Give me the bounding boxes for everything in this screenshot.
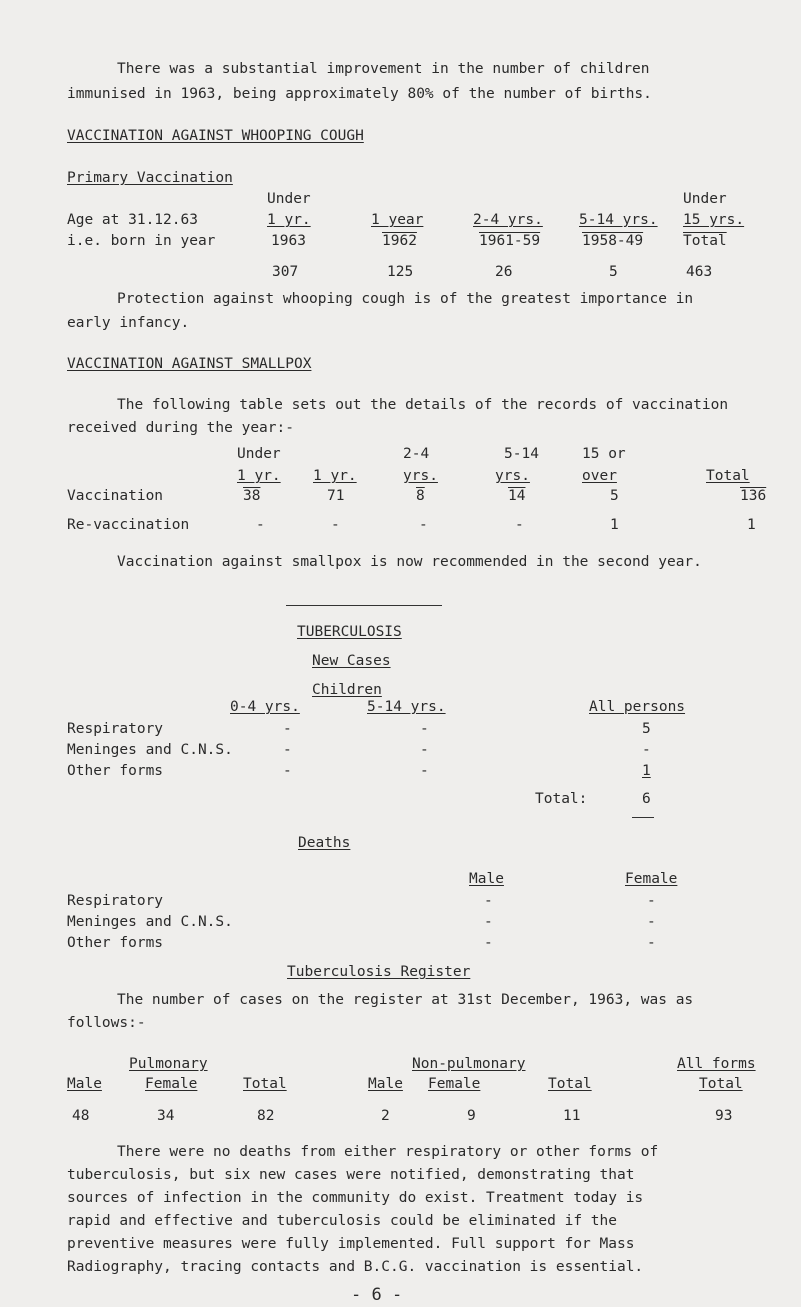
new-cases-row-2-c: -: [642, 742, 651, 758]
total-rule: [632, 817, 654, 818]
deaths-row-2-label: Meninges and C.N.S.: [67, 914, 233, 930]
deaths-col-male: Male: [469, 871, 504, 887]
deaths-row-1-male: -: [484, 893, 493, 909]
register-para-2: follows:-: [67, 1015, 146, 1031]
new-cases-row-3-c: 1: [642, 763, 651, 779]
whooping-col-4-value: 5: [609, 264, 618, 280]
intro-line-2: immunised in 1963, being approximately 80% of the number of births.: [67, 86, 652, 102]
whooping-subheading: Primary Vaccination: [67, 170, 233, 186]
smallpox-row-1-col-6: 136: [740, 488, 767, 504]
whooping-col-3-year: 1961-59: [479, 233, 541, 249]
whooping-col-2-year: 1962: [382, 233, 417, 249]
whooping-note-2: early infancy.: [67, 315, 190, 331]
whooping-col-2-mid: 1 year: [371, 212, 424, 228]
deaths-row-3-female: -: [647, 935, 656, 951]
deaths-heading: Deaths: [298, 835, 351, 851]
smallpox-row-1-col-2: 71: [327, 488, 345, 504]
smallpox-col-2-bottom: 1 yr.: [313, 468, 357, 484]
new-cases-row-1-label: Respiratory: [67, 721, 164, 737]
smallpox-row-1-col-4: 14: [508, 488, 526, 504]
smallpox-row-1-col-1: 38: [243, 488, 261, 504]
new-cases-total-label: Total:: [535, 791, 588, 807]
smallpox-row-1-col-3: 8: [416, 488, 425, 504]
whooping-col-3-value: 26: [495, 264, 513, 280]
smallpox-row-1-label: Vaccination: [67, 488, 164, 504]
register-value-female: 34: [157, 1108, 175, 1124]
deaths-row-3-male: -: [484, 935, 493, 951]
register-value-all-total: 93: [715, 1108, 733, 1124]
deaths-row-2-male: -: [484, 914, 493, 930]
smallpox-row-2-col-6: 1: [747, 517, 756, 533]
closing-line-5: preventive measures were fully implemented. Full support for Mass: [67, 1236, 635, 1252]
smallpox-row-2-col-2: -: [331, 517, 340, 533]
deaths-col-female: Female: [625, 871, 678, 887]
col-all-persons: All persons: [589, 699, 686, 715]
group-all-forms: All forms: [677, 1056, 756, 1072]
smallpox-row-2-col-4: -: [515, 517, 524, 533]
smallpox-col-6-bottom: Total: [706, 468, 750, 484]
register-head-female: Female: [145, 1076, 198, 1092]
whooping-heading: VACCINATION AGAINST WHOOPING COUGH: [67, 128, 364, 144]
deaths-row-1-female: -: [647, 893, 656, 909]
smallpox-para-2: received during the year:-: [67, 420, 294, 436]
col-5-14-yrs: 5-14 yrs.: [367, 699, 446, 715]
smallpox-col-3-top: 2-4: [403, 446, 430, 462]
group-pulmonary: Pulmonary: [129, 1056, 208, 1072]
whooping-col-1-value: 307: [272, 264, 299, 280]
closing-line-2: tuberculosis, but six new cases were notified, demonstrating that: [67, 1167, 635, 1183]
whooping-col-5-top: Under: [683, 191, 727, 207]
smallpox-col-1-bottom: 1 yr.: [237, 468, 281, 484]
deaths-row-2-female: -: [647, 914, 656, 930]
new-cases-heading: New Cases: [312, 653, 391, 669]
tuberculosis-heading: TUBERCULOSIS: [297, 624, 402, 640]
whooping-row-label-2: i.e. born in year: [67, 233, 216, 249]
register-heading: Tuberculosis Register: [287, 964, 471, 980]
new-cases-row-2-a: -: [283, 742, 292, 758]
smallpox-heading: VACCINATION AGAINST SMALLPOX: [67, 356, 312, 372]
smallpox-col-4-top: 5-14: [504, 446, 539, 462]
closing-line-1: There were no deaths from either respiratory or other forms of: [117, 1144, 659, 1160]
smallpox-row-2-label: Re-vaccination: [67, 517, 190, 533]
divider-rule: [286, 605, 442, 606]
smallpox-col-5-top: 15 or: [582, 446, 626, 462]
new-cases-row-3-a: -: [283, 763, 292, 779]
whooping-col-4-year: 1958-49: [582, 233, 644, 249]
register-head-np-female: Female: [428, 1076, 481, 1092]
register-head-np-total: Total: [548, 1076, 592, 1092]
new-cases-row-1-b: -: [420, 721, 429, 737]
new-cases-row-1-a: -: [283, 721, 292, 737]
closing-line-6: Radiography, tracing contacts and B.C.G. vaccination is essential.: [67, 1259, 644, 1275]
whooping-note-1: Protection against whooping cough is of the greatest importance in: [117, 291, 694, 307]
register-value-np-male: 2: [381, 1108, 390, 1124]
deaths-row-1-label: Respiratory: [67, 893, 164, 909]
register-head-male: Male: [67, 1076, 102, 1092]
smallpox-row-2-col-1: -: [256, 517, 265, 533]
whooping-col-1-year: 1963: [271, 233, 306, 249]
smallpox-col-5-bottom: over: [582, 468, 617, 484]
intro-line-1: There was a substantial improvement in the number of children: [117, 61, 650, 77]
register-value-total: 82: [257, 1108, 275, 1124]
whooping-col-4-mid: 5-14 yrs.: [579, 212, 658, 228]
page-number: - 6 -: [351, 1285, 403, 1305]
smallpox-para-1: The following table sets out the details of the records of vaccination: [117, 397, 729, 413]
new-cases-row-2-b: -: [420, 742, 429, 758]
smallpox-row-1-col-5: 5: [610, 488, 619, 504]
smallpox-row-2-col-5: 1: [610, 517, 619, 533]
whooping-col-5-year: Total: [683, 233, 727, 249]
smallpox-note: Vaccination against smallpox is now recommended in the second year.: [117, 554, 702, 570]
whooping-col-5-value: 463: [686, 264, 713, 280]
new-cases-row-2-label: Meninges and C.N.S.: [67, 742, 233, 758]
new-cases-total-value: 6: [642, 791, 651, 807]
closing-line-3: sources of infection in the community do exist. Treatment today is: [67, 1190, 644, 1206]
children-label: Children: [312, 682, 382, 698]
register-value-np-total: 11: [563, 1108, 581, 1124]
group-nonpulmonary: Non-pulmonary: [412, 1056, 526, 1072]
deaths-row-3-label: Other forms: [67, 935, 164, 951]
register-head-total: Total: [243, 1076, 287, 1092]
smallpox-row-2-col-3: -: [419, 517, 428, 533]
smallpox-col-3-bottom: yrs.: [403, 468, 438, 484]
col-0-4-yrs: 0-4 yrs.: [230, 699, 300, 715]
whooping-row-label-1: Age at 31.12.63: [67, 212, 198, 228]
whooping-col-1-top: Under: [267, 191, 311, 207]
register-value-male: 48: [72, 1108, 90, 1124]
closing-line-4: rapid and effective and tuberculosis could be eliminated if the: [67, 1213, 617, 1229]
register-value-np-female: 9: [467, 1108, 476, 1124]
register-head-np-male: Male: [368, 1076, 403, 1092]
register-head-all-total: Total: [699, 1076, 743, 1092]
new-cases-row-3-b: -: [420, 763, 429, 779]
whooping-col-3-mid: 2-4 yrs.: [473, 212, 543, 228]
smallpox-col-4-bottom: yrs.: [495, 468, 530, 484]
register-para-1: The number of cases on the register at 31st December, 1963, was as: [117, 992, 694, 1008]
whooping-col-1-mid: 1 yr.: [267, 212, 311, 228]
whooping-col-5-mid: 15 yrs.: [683, 212, 745, 228]
new-cases-row-1-c: 5: [642, 721, 651, 737]
whooping-col-2-value: 125: [387, 264, 414, 280]
smallpox-col-1-top: Under: [237, 446, 281, 462]
new-cases-row-3-label: Other forms: [67, 763, 164, 779]
